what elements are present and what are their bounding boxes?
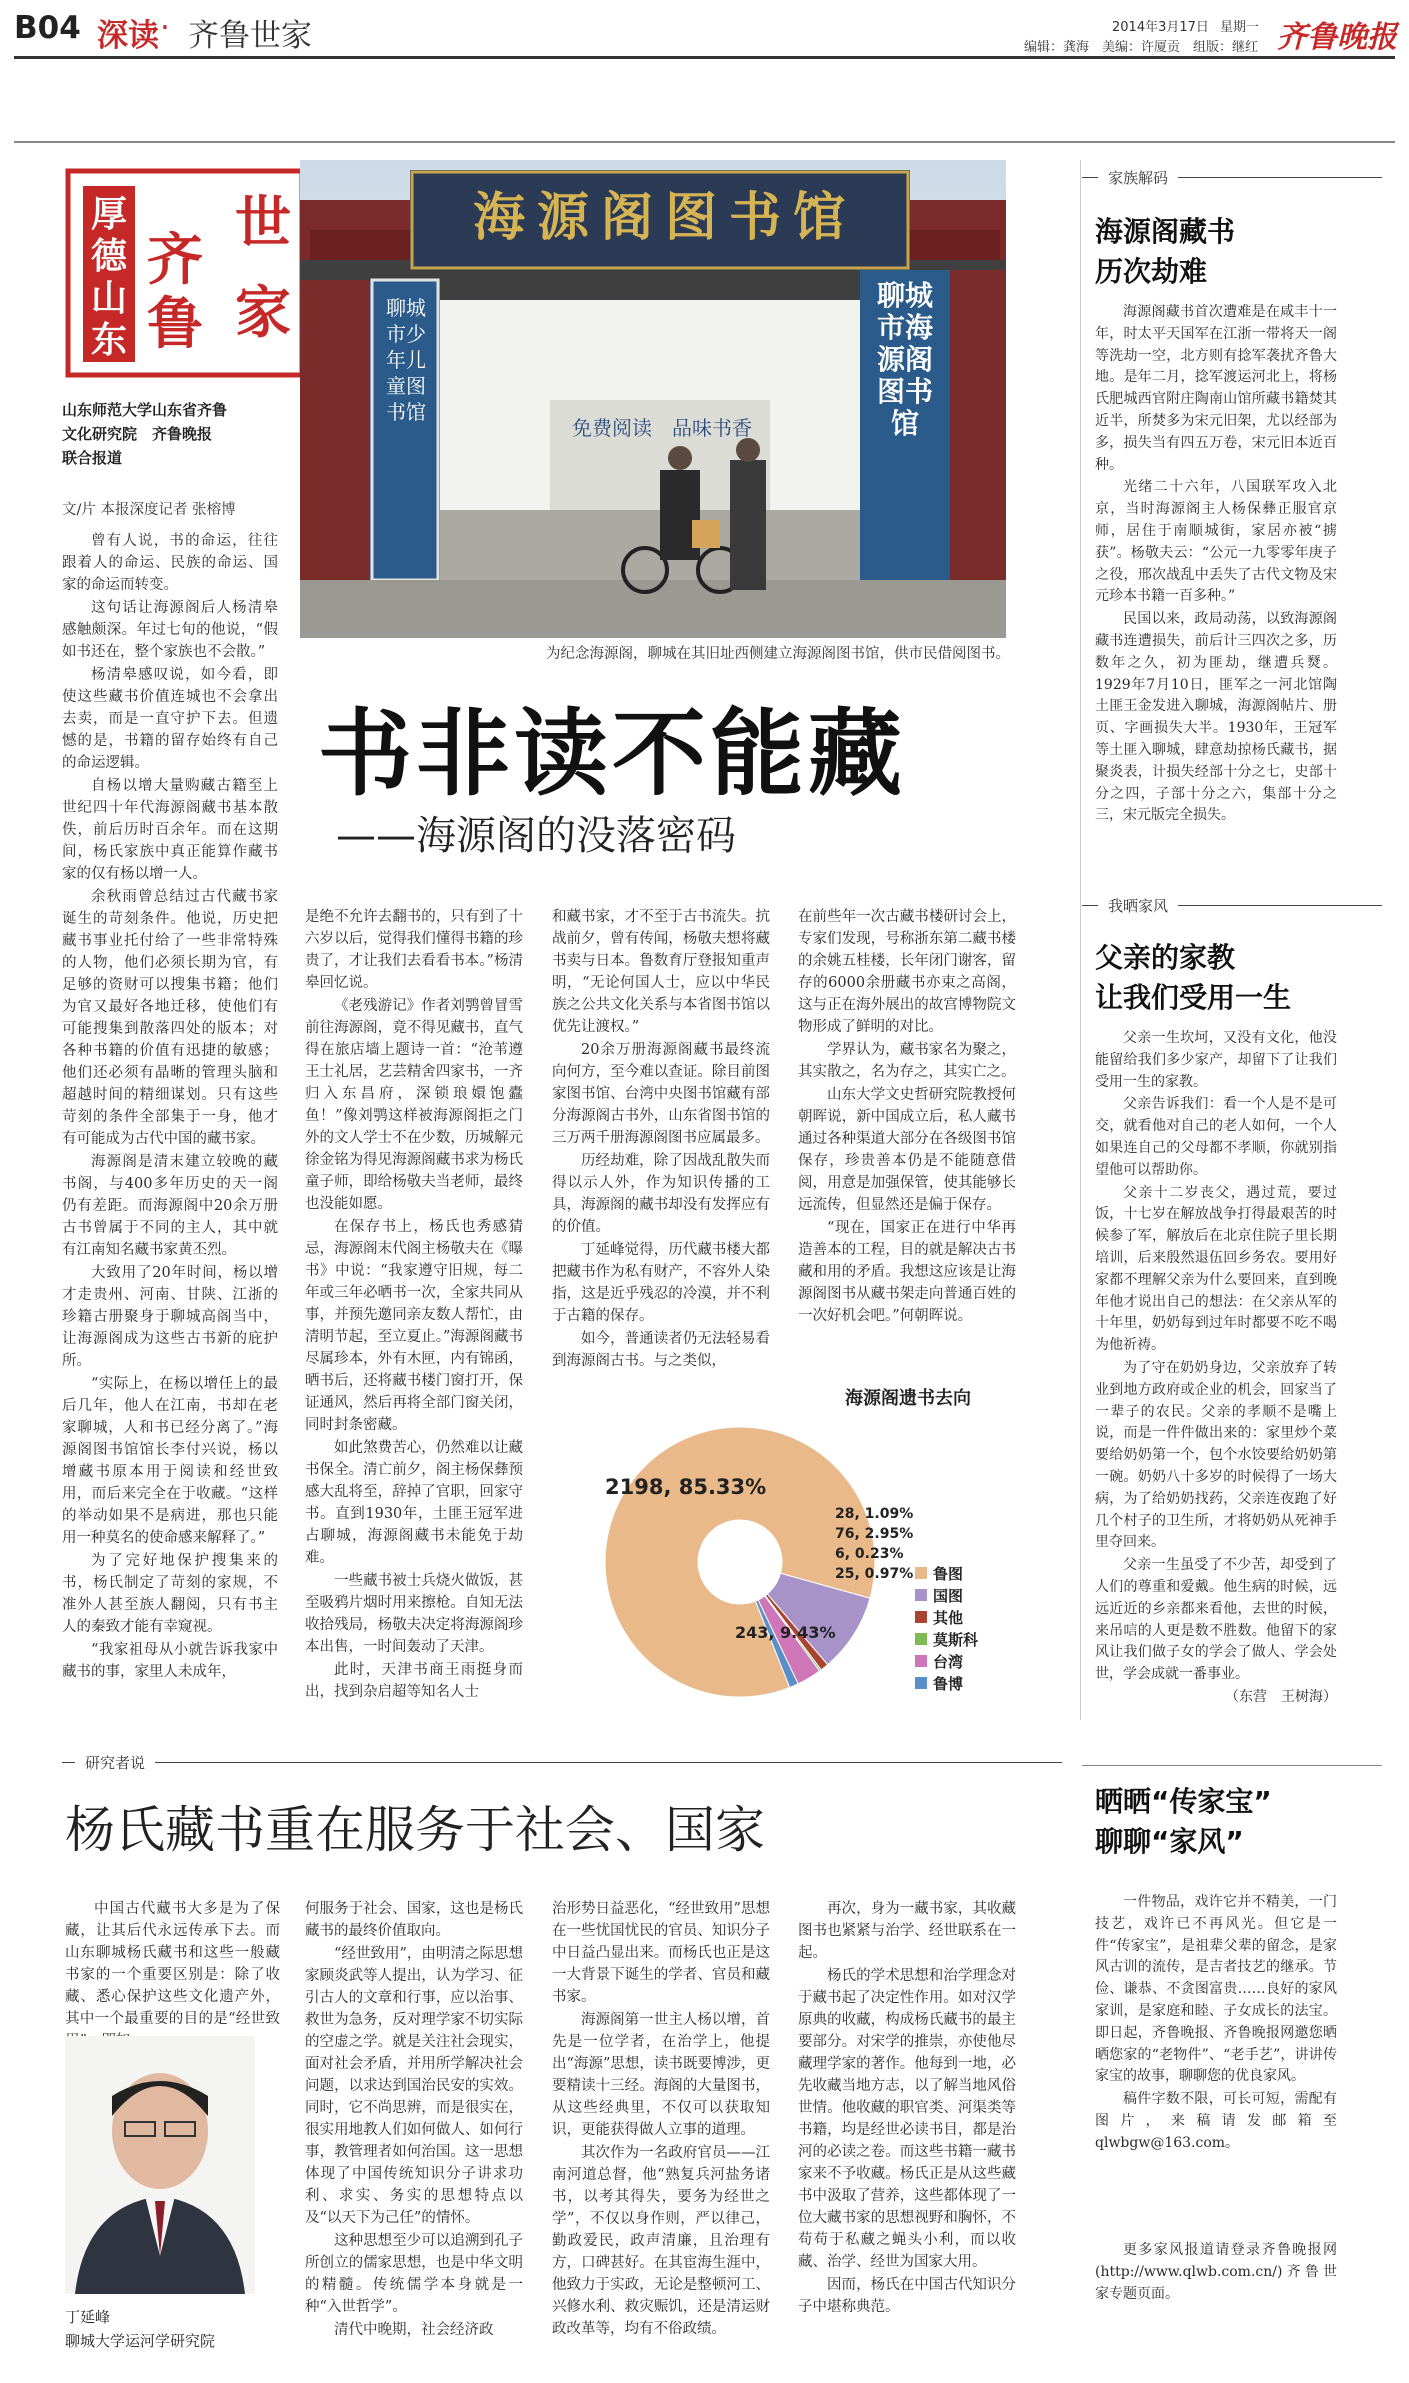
article-paragraph: 《老残游记》作者刘鹗曾冒雪前往海源阁，竟不得见藏书，直气得在旅店墙上题诗一首：“沧苇遵王士礼居，艺芸精舍四家书，一齐归入东昌府，深锁琅嬛饱蠹鱼！”像刘鹗这样被海源阁拒之门外的文人学士不在少数，历城解元徐金铭为得见海源阁藏书求为杨氏童子师，即给杨敬夫当老师，最终也没能如愿。 bbox=[305, 998, 523, 1212]
box1-title-line2: 历次劫难 bbox=[1095, 255, 1208, 288]
section-name: 深读 bbox=[97, 18, 159, 54]
article-paragraph: 在前些年一次古藏书楼研讨会上，专家们发现，号称浙东第二藏书楼的余姚五桂楼，长年闭门谢客，留存的6000余册藏书亦束之高阁，这与正在海外展出的故宫博物院文物形成了鲜明的对比。 bbox=[798, 909, 1016, 1035]
box2-paragraph: 父亲告诉我们：看一个人是不是可交，就看他对自己的老人如何，一个人如果连自己的父母都不孝顺，你就别指望他可以帮助你。 bbox=[1095, 1096, 1337, 1178]
box3-title-line2: 聊聊“家风” bbox=[1095, 1825, 1244, 1858]
box2-tag: 我晒家风 bbox=[1098, 895, 1178, 916]
lead-paragraph: 杨清皋感叹说，如今看，即使这些藏书价值连城也不会拿出去卖，而是一直守护下去。但遗憾的是，书籍的留存始终有自己的命运逻辑。 bbox=[62, 667, 278, 771]
box2-signature: （东营 王树海） bbox=[1225, 1688, 1337, 1705]
lead-paragraph: 为了完好地保护搜集来的书，杨氏制定了苛刻的家规，不准外人甚至族人翻阅，只有书主人的秦致才能有幸窥视。 bbox=[62, 1553, 278, 1635]
article-paragraph: 在保存书上，杨氏也秀感猜忌，海源阁末代阁主杨敬夫在《曝书》中说：“我家遵守旧规，每二年或三年必晒书一次，全家共同从事，并预先邀同亲友数人帮忙，由清明节起，至立夏止。”海源阁藏书尽属珍本，外有木匣，内有锦函，晒书后，还将藏书楼门窗打开，保证通风，然后再将全部门窗关闭，同时封条密藏。 bbox=[305, 1219, 523, 1433]
header-rule-bottom bbox=[14, 141, 1395, 143]
article-paragraph: 此时，天津书商王雨挺身而出，找到杂启超等知名人士 bbox=[305, 1662, 523, 1700]
cooperation-note bbox=[62, 398, 312, 470]
pie-data-label-4: 6, 0.23% bbox=[835, 1546, 904, 1562]
lead-paragraph: 余秋雨曾总结过古代藏书家诞生的苛刻条件。他说，历史把藏书事业托付给了一些非常特殊的人物，他们必须长期为官，有足够的资财可以搜集书籍；他们为官又最好各地迁移，使他们有可能搜集到散落四处的版本；对各种书籍的价值有迅捷的敏感；他们还必须有晶晰的管理头脑和超越时间的精细谋划。只有这些苛刻的条件全部集于一身，他才有可能成为古代中国的藏书家。 bbox=[62, 889, 278, 1147]
box2-title bbox=[1095, 938, 1291, 1018]
box3-title-line1: 晒晒“传家宝” bbox=[1095, 1785, 1272, 1818]
lead-paragraph: 曾有人说，书的命运，往往跟着人的命运、民族的命运、国家的命运而转变。 bbox=[62, 533, 278, 593]
main-subheadline: ——海源阁的没落密码 bbox=[336, 813, 736, 859]
legend-label: 莫斯科 bbox=[933, 1630, 979, 1649]
lead-paragraph: 海源阁是清末建立较晚的藏书阁，与400多年历史的天一阁仍有差距。而海源阁中20余万册古书曾属于不同的主人，其中就有江南知名藏书家黄丕烈。 bbox=[62, 1154, 278, 1258]
article-paragraph: “现在，国家正在进行中华再造善本的工程，目的就是解决古书藏和用的矛盾。我想这应该是让海源阁图书从藏书架走向普通百姓的一次好机会吧。”何朝晖说。 bbox=[798, 1220, 1016, 1324]
legend-item bbox=[915, 1672, 1015, 1694]
lead-paragraph: 大致用了20年时间，杨以增才走贵州、河南、甘陕、江浙的珍籍古册聚身于聊城高阁当中，让海源阁成为这些古书新的庇护所。 bbox=[62, 1265, 278, 1369]
box3-rule bbox=[1082, 1765, 1382, 1766]
lead-paragraph: “我家祖母从小就告诉我家中藏书的事，家里人未成年， bbox=[62, 1642, 278, 1680]
photo-caption: 为纪念海源阁，聊城在其旧址西侧建立海源阁图书馆，供市民借阅图书。 bbox=[546, 646, 1010, 662]
subsection-name: 齐鲁世家 bbox=[188, 18, 312, 54]
issue-date: 2014年3月17日 bbox=[1112, 20, 1209, 35]
box3-title bbox=[1095, 1782, 1272, 1862]
editor-line: 编辑：龚海 美编：许厦贡 组版：继红 bbox=[1024, 40, 1259, 55]
legend-swatch bbox=[915, 1633, 927, 1645]
box3-paragraph: 一件物品，戏许它并不精美，一门技艺，戏许已不再风光。但它是一件“传家宝”，是祖辈父辈的留念，是家风古训的流传，是吉者技艺的继承。节俭、谦恭、不贪图富贵……良好的家风家训，是家庭和睦、子女成长的法宝。即日起，齐鲁晚报、齐鲁晚报网邀您晒晒您家的“老物件”、“老手艺”，讲讲传家宝的故事，聊聊您的优良家风。 bbox=[1095, 1894, 1337, 2085]
gate-sign-left: 聊城市少年儿童图书馆 bbox=[386, 296, 426, 424]
gate-sign-right: 聊城市海源阁图书馆 bbox=[876, 279, 933, 440]
researcher-name: 丁延峰 bbox=[65, 2308, 111, 2326]
pie-chart bbox=[555, 1372, 1015, 1717]
legend-item bbox=[915, 1650, 1015, 1672]
legend-item bbox=[915, 1584, 1015, 1606]
box2-paragraph: 父亲一生虽受了不少苦，却受到了人们的尊重和爱戴。他生病的时候，远远近近的乡亲都来看他，去世的时候，来吊唁的人更是数不胜数。他留下的家风让我们做子女的学会了做人、学会处世，学会成就一番事业。 bbox=[1095, 1557, 1337, 1683]
seal-chars-main: 齐鲁 bbox=[147, 227, 203, 357]
researcher-paragraph: 中国古代藏书大多是为了保藏，让其后代永远传承下去。而山东聊城杨氏藏书和这些一般藏书家的一个重要区别是：除了收藏、悉心保护这些文化遗产外，其中一个最重要的目的是“经世致 bbox=[65, 1901, 280, 2027]
box1-paragraph: 光绪二十六年，八国联军攻入北京，当时海源阁主人杨保彝正服官京师，居住于南顺城街，家居亦被“掳获”。杨敬夫云：“公元一九零零年庚子之役，邢次战乱中丢失了古代文物及宋元珍本书籍一百多种。” bbox=[1095, 479, 1337, 605]
section-dot: · bbox=[160, 10, 170, 46]
box2-paragraph: 为了守在奶奶身边，父亲放弃了转业到地方政府或企业的机会，回家当了一辈子的农民。父亲的孝顺不是嘴上说，而是一件件做出来的：家里炒个菜要给奶奶第一个，包个水饺要给奶奶第一碗。奶奶八十多岁的时候得了一场大病，为了给奶奶找药，父亲连夜跑了好几个村子的卫生所，才将奶奶从死神手里夺回来。 bbox=[1095, 1359, 1337, 1551]
legend-item bbox=[915, 1562, 1015, 1584]
box1-paragraph: 民国以来，政局动荡，以致海源阁藏书连遭损失，前后计三四次之多，历数年之久，初为匪劫，继遭兵燹。1929年7月10日，匪军之一河北馆陶土匪王金发进入聊城，海源阁帖片、册页、字画损失大半。1930年，王冠军等土匪入聊城，肆意劫掠杨氏藏书，据聚炎表，计损失经部十分之七，史部十分之四，子部十分之六，集部十分之三，宋元版完全损失。 bbox=[1095, 611, 1337, 824]
page-number: B04 bbox=[14, 10, 81, 46]
researcher-col4 bbox=[798, 1898, 1016, 2368]
legend-swatch bbox=[915, 1611, 927, 1623]
article-paragraph: 学界认为，藏书家名为聚之，其实散之，名为存之，其实亡之。 bbox=[798, 1042, 1016, 1080]
researcher-portrait bbox=[65, 2036, 255, 2294]
legend-label: 国图 bbox=[933, 1586, 964, 1605]
lead-paragraph: 自杨以增大量购藏古籍至上世纪四十年代海源阁藏书基本散佚，前后历时百余年。而在这期间，杨氏家族中真正能算作藏书家的仅有杨以增一人。 bbox=[62, 778, 278, 882]
researcher-paragraph: 治形势日益恶化，“经世致用”思想在一些忧国忧民的官员、知识分子中日益凸显出来。而杨氏也正是这一大背景下诞生的学者、官员和藏书家。 bbox=[552, 1901, 770, 2005]
researcher-paragraph: 这种思想至少可以追溯到孔子所创立的儒家思想，也是中华文明的精髓。传统儒学本身就是一种“入世哲学”。 bbox=[305, 2233, 523, 2315]
cooperation-line3: 联合报道 bbox=[62, 449, 123, 467]
researcher-tag: 研究者说 bbox=[75, 1752, 155, 1773]
article-paragraph: 是绝不允许去翻书的，只有到了十六岁以后，觉得我们懂得书籍的珍贵了，才让我们去看看书本。”杨清皋回忆说。 bbox=[305, 909, 523, 991]
researcher-paragraph: 杨氏的学术思想和治学理念对于藏书起了决定性作用。如对汉学原典的收藏，构成杨氏藏书的最主要部分。对宋学的推崇，亦使他尽藏理学家的著作。他每到一地，必先收藏当地方志，以了解当地风俗世情。他收藏的职官类、河渠类等书籍，均是经世必读书目，都是治河的必读之卷。而这些书籍一藏书家来不予收藏。杨氏正是从这些藏书中汲取了营养，这些都体现了一位大藏书家的思想视野和胸怀，不苟苟于私藏之蝇头小利，而以收藏、治学、经世为国家大用。 bbox=[798, 1968, 1016, 2270]
legend-swatch bbox=[915, 1677, 927, 1689]
box1-title-line1: 海源阁藏书 bbox=[1095, 215, 1236, 248]
lead-paragraph: 这句话让海源阁后人杨清皋感触颇深。年过七旬的他说，“假如书还在，整个家族也不会散。” bbox=[62, 600, 278, 660]
gate-sign-top: 海源阁图书馆 bbox=[472, 187, 857, 248]
brand-logo: 齐鲁晚报 bbox=[1277, 20, 1397, 55]
article-paragraph: 山东大学文史哲研究院教授何朝晖说，新中国成立后，私人藏书通过各种渠道大部分在各级图书馆保存，珍贵善本仍是不能随意借阅，用意是加强保管，使其能够长远流传，但显然还是偏于保存。 bbox=[798, 1087, 1016, 1213]
main-photo bbox=[300, 160, 1006, 638]
researcher-col1 bbox=[65, 1898, 280, 2028]
box3-footer bbox=[1095, 2240, 1337, 2306]
article-column-3 bbox=[552, 906, 770, 1376]
researcher-paragraph: 清代中晚期，社会经济政 bbox=[334, 2322, 494, 2338]
legend-label: 鲁图 bbox=[933, 1564, 964, 1583]
article-paragraph: 如此煞费苦心，仍然难以让藏书保全。清亡前夕，阁主杨保彝预感大乱将至，辞掉了官职，回家守书。直到1930年，土匪王冠军进占聊城，海源阁藏书未能免于劫难。 bbox=[305, 1440, 523, 1566]
box2-paragraph: 父亲一生坎坷，又没有文化，他没能留给我们多少家产，却留下了让我们受用一生的家教。 bbox=[1095, 1030, 1337, 1090]
article-paragraph: 丁延峰觉得，历代藏书楼大都把藏书作为私有财产，不容外人染指，这是近乎残忍的冷漠，并不利于古籍的保存。 bbox=[552, 1242, 770, 1324]
cooperation-line2: 文化研究院 齐鲁晚报 bbox=[62, 425, 213, 443]
box3-body bbox=[1095, 1892, 1337, 2222]
article-column-4 bbox=[798, 906, 1016, 1376]
article-paragraph: 如今，普通读者仍无法轻易看到海源阁古书。与之类似， bbox=[552, 1331, 770, 1369]
seal-chars-left: 厚德山东 bbox=[90, 193, 127, 361]
header-rule-top bbox=[14, 56, 1395, 59]
researcher-col3 bbox=[552, 1898, 770, 2368]
chart-legend bbox=[915, 1562, 1015, 1694]
legend-label: 台湾 bbox=[933, 1652, 964, 1671]
issue-weekday: 星期一 bbox=[1220, 20, 1260, 35]
sidebar-divider bbox=[1080, 160, 1081, 1720]
article-paragraph: 历经劫难，除了因战乱散失而得以示人外，作为知识传播的工具，海源阁的藏书却没有发挥应有的价值。 bbox=[552, 1153, 770, 1235]
legend-label: 鲁博 bbox=[933, 1674, 964, 1693]
pie-data-label-5: 76, 2.95% bbox=[835, 1526, 914, 1542]
box2-paragraph: 父亲十二岁丧父，遇过荒，要过饭，十七岁在解放战争打得最艰苦的时候参了军，解放后在北京住院子里长期培训，后来殷然退伍回乡务农。要用好家都不理解父亲为什么要回来，直到晚年他才说出自己的想法：在父亲从军的十年里，奶奶每到过年时都要不吃不喝为他祈祷。 bbox=[1095, 1184, 1337, 1354]
box1-body bbox=[1095, 302, 1337, 860]
box1-paragraph: 海源阁藏书首次遭难是在咸丰十一年，时太平天国军在江浙一带将天一阁等洗劫一空，北方则有捻军袭扰齐鲁大地。是年二月，捻军渡运河北上，将杨氏肥城西官附庄陶南山馆所藏书籍焚其近半，所焚多为宋元旧架，尤以经部为多，损失当有四五万卷，宋元旧本近百种。 bbox=[1095, 304, 1337, 473]
article-paragraph: 一些藏书被士兵烧火做饭，甚至吸鸦片烟时用来擦枪。自知无法收拾残局，杨敬夫决定将海源阁珍本出售，一时间轰动了天津。 bbox=[305, 1573, 523, 1655]
chart-title: 海源阁遗书去向 bbox=[845, 1388, 971, 1409]
researcher-headline: 杨氏藏书重在服务于社会、国家 bbox=[65, 1801, 765, 1859]
byline: 文/片 本报深度记者 张榕博 bbox=[62, 502, 236, 518]
box2-title-line1: 父亲的家教 bbox=[1095, 941, 1236, 974]
box2-body bbox=[1095, 1028, 1337, 1720]
researcher-paragraph: “经世致用”，由明清之际思想家顾炎武等人提出，认为学习、征引古人的文章和行事，应以治事、救世为急务，反对理学家不切实际的空虚之学。就是关注社会现实，面对社会矛盾，并用所学解决社会问题，以求达到国治民安的实效。同时，它不尚思辨，而是很实在，很实用地教人们如何做人、如何行事，教管理者如何治国。这一思想体现了中国传统知识分子讲求功利、求实、务实的思想特点以及“以天下为己任”的情怀。 bbox=[305, 1946, 523, 2226]
box2-title-line2: 让我们受用一生 bbox=[1095, 981, 1292, 1014]
box3-paragraph: 稿件字数不限，可长可短，需配有图片，来稿请发邮箱至qlwbgw@163.com。 bbox=[1095, 2091, 1337, 2151]
cooperation-line1: 山东师范大学山东省齐鲁 bbox=[62, 401, 228, 419]
lead-column bbox=[62, 530, 278, 1710]
pie-data-label-6: 28, 1.09% bbox=[835, 1506, 914, 1522]
pie-data-label-1: 2198, 85.33% bbox=[605, 1475, 767, 1499]
box3-footer-text: 更多家风报道请登录齐鲁晚报网(http://www.qlwb.com.cn/)齐鲁世家专题页面。 bbox=[1095, 2242, 1337, 2302]
legend-swatch bbox=[915, 1567, 927, 1579]
researcher-paragraph: 何服务于社会、国家，这也是杨氏藏书的最终价值取向。 bbox=[305, 1901, 523, 1939]
legend-item bbox=[915, 1628, 1015, 1650]
box1-tag: 家族解码 bbox=[1098, 167, 1178, 188]
legend-item bbox=[915, 1606, 1015, 1628]
researcher-col2 bbox=[305, 1898, 523, 2368]
researcher-paragraph: 其次作为一名政府官员——江南河道总督，他“熟复兵河盐务诸书，以考其得失，要务为经世之学”，不仅以身作则，严以律己，勤政爱民，政声清廉，且治理有方，口碑甚好。在其宦海生涯中，他致力于实政，无论是整顿河工、兴修水利、救灾赈饥，还是清运财政改革等，均有不俗政绩。 bbox=[552, 2145, 770, 2337]
researcher-rule bbox=[62, 1762, 1062, 1763]
article-column-2 bbox=[305, 906, 523, 1718]
main-headline: 书非读不能藏 bbox=[318, 700, 907, 809]
researcher-paragraph: 再次，身为一藏书家，其收藏图书也紧紧与治学、经世联系在一起。 bbox=[798, 1901, 1016, 1961]
article-paragraph: 20余万册海源阁藏书最终流向何方，至今难以查证。除目前图家图书馆、台湾中央图书馆藏有部分海源阁古书外，山东省图书馆的三万两千册海源阁图书应属最多。 bbox=[552, 1042, 770, 1146]
pie-data-label-2: 243, 9.43% bbox=[735, 1623, 836, 1642]
researcher-paragraph: 因而，杨氏在中国古代知识分子中堪称典范。 bbox=[798, 2277, 1016, 2315]
pie-data-label-3: 25, 0.97% bbox=[835, 1566, 914, 1582]
lead-paragraph: “实际上，在杨以增任上的最后几年，他人在江南，书却在老家聊城，人和书已经分离了。”海源阁图书馆馆长李付兴说，杨以增藏书原本用于阅读和经世致用，而后来完全在于收藏。“这样的举动如果不是病进，那也只能用一种莫名的使命感来解释了。” bbox=[62, 1376, 278, 1546]
researcher-affiliation: 聊城大学运河学研究院 bbox=[65, 2332, 216, 2350]
seal-logo bbox=[65, 168, 305, 378]
box1-title bbox=[1095, 212, 1235, 292]
seal-chars-right: 世家 bbox=[235, 190, 291, 346]
legend-label: 其他 bbox=[933, 1608, 964, 1627]
researcher-paragraph: 海源阁第一世主人杨以增，首先是一位学者，在治学上，他提出“海源”思想，读书既要博涉，更要精读十三经。海阁的大量图书，从这些经典里，不仅可以获取知识，更能获得做人立事的道理。 bbox=[552, 2012, 770, 2138]
legend-swatch bbox=[915, 1589, 927, 1601]
legend-swatch bbox=[915, 1655, 927, 1667]
inner-sign: 免费阅读 品味书香 bbox=[572, 416, 752, 440]
article-paragraph: 和藏书家，才不至于古书流失。抗战前夕，曾有传闻，杨敬夫想将藏书卖与日本。鲁数育厅登报知重声明，“无论何国人士，应以中华民族之公共文化关系与本省图书馆以优先让渡权。” bbox=[552, 909, 770, 1035]
portrait-illustration bbox=[65, 2036, 255, 2294]
